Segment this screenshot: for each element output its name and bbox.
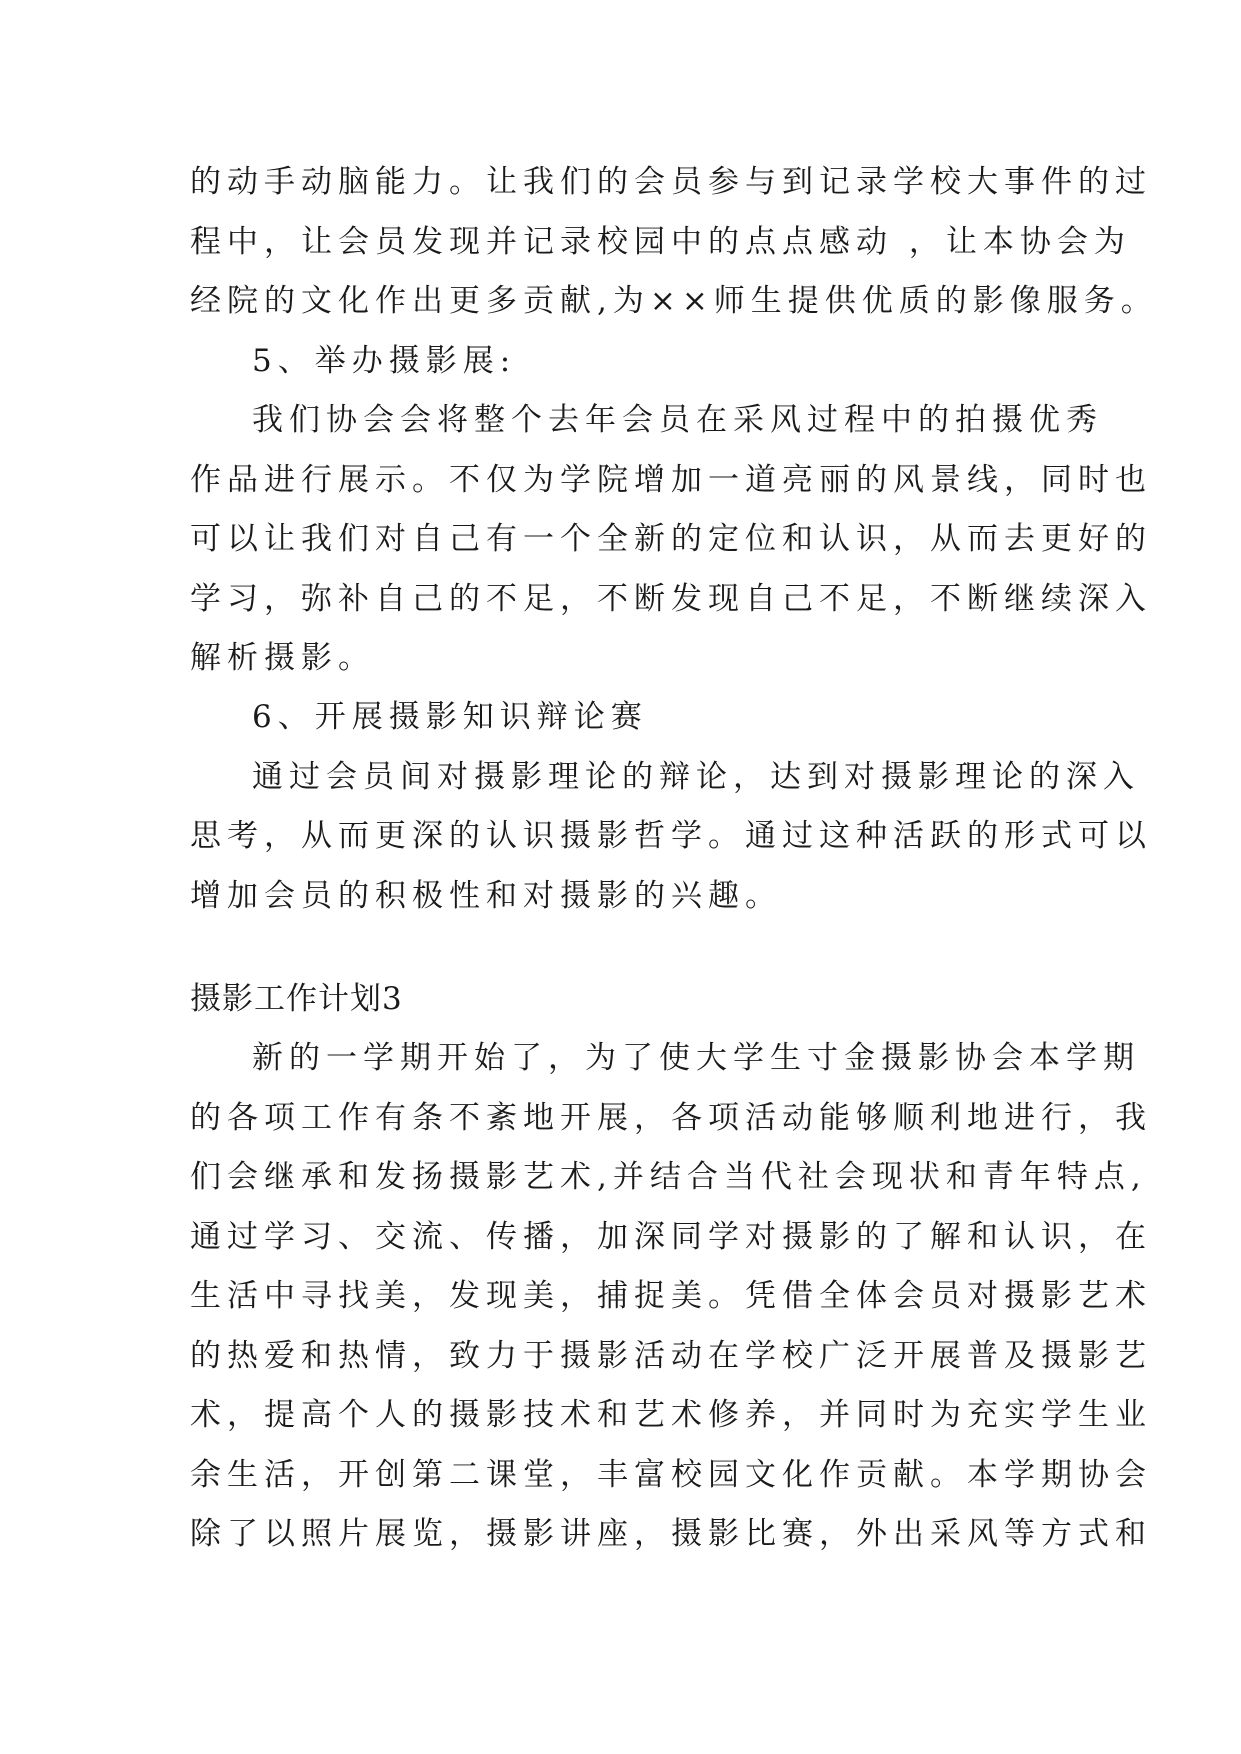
paragraph-line: 程中，让会员发现并记录校园中的点点感动 ，让本协会为 [190,224,1131,260]
paragraph-line: 可以让我们对自己有一个全新的定位和认识，从而去更好的 [190,521,1152,557]
paragraph-line: 思考，从而更深的认识摄影哲学。通过这种活跃的形式可以 [190,818,1152,854]
paragraph-line: 作品进行展示。不仅为学院增加一道亮丽的风景线，同时也 [190,462,1152,498]
section-heading-6: 6、开展摄影知识辩论赛 [252,699,648,735]
paragraph-line: 经院的文化作出更多贡献,为××师生提供优质的影像服务。 [190,283,1158,319]
section-title: 摄影工作计划3 [190,981,403,1017]
paragraph-line: 解析摄影。 [190,640,375,676]
paragraph-line: 新的一学期开始了，为了使大学生寸金摄影协会本学期 [252,1040,1140,1076]
paragraph-line: 我们协会会将整个去年会员在采风过程中的拍摄优秀 [252,402,1103,438]
paragraph-line: 的动手动脑能力。让我们的会员参与到记录学校大事件的过 [190,164,1152,200]
paragraph-line: 术，提高个人的摄影技术和艺术修养，并同时为充实学生业 [190,1397,1152,1433]
paragraph-line: 通过学习、交流、传播，加深同学对摄影的了解和认识，在 [190,1219,1152,1255]
paragraph-line: 的各项工作有条不紊地开展，各项活动能够顺利地进行，我 [190,1100,1152,1136]
paragraph-line: 的热爱和热情，致力于摄影活动在学校广泛开展普及摄影艺 [190,1338,1152,1374]
paragraph-line: 增加会员的积极性和对摄影的兴趣。 [190,878,782,914]
paragraph-line: 们会继承和发扬摄影艺术,并结合当代社会现状和青年特点, [190,1159,1147,1195]
paragraph-line: 通过会员间对摄影理论的辩论，达到对摄影理论的深入 [252,759,1140,795]
paragraph-line: 除了以照片展览，摄影讲座，摄影比赛，外出采风等方式和 [190,1516,1152,1552]
paragraph-line: 生活中寻找美，发现美，捕捉美。凭借全体会员对摄影艺术 [190,1278,1152,1314]
paragraph-line: 学习，弥补自己的不足，不断发现自己不足，不断继续深入 [190,581,1152,617]
section-heading-5: 5、举办摄影展: [252,343,517,379]
paragraph-line: 余生活，开创第二课堂，丰富校园文化作贡献。本学期协会 [190,1457,1152,1493]
